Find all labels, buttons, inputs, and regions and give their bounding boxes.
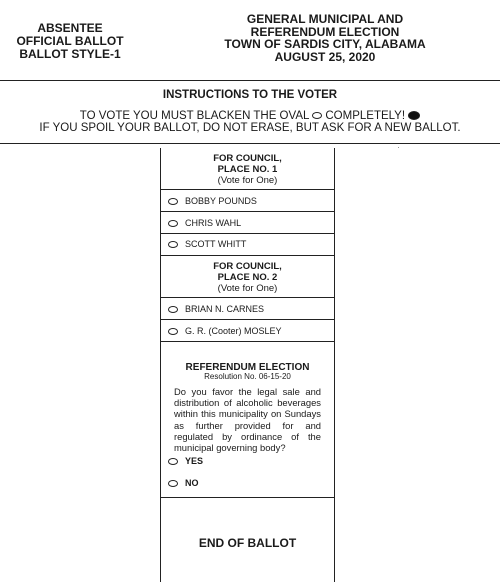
end-of-ballot: END OF BALLOT (198, 536, 297, 550)
contest-1-title-line-1: FOR COUNCIL, (213, 153, 282, 164)
referendum-question: Do you favor the legal sale and distribution of alcoholic beverages within this municipality on Sundays as further provided for and regulated by ordinance of the municipal governing body? (174, 386, 321, 454)
divider (161, 255, 334, 256)
ballot-column (160, 148, 335, 582)
contest-1-header (161, 153, 334, 186)
election-title-line-1: GENERAL MUNICIPAL AND (246, 12, 404, 26)
vote-oval-icon[interactable] (168, 306, 178, 313)
referendum-option-yes[interactable] (168, 455, 203, 467)
election-title-line-3: TOWN OF SARDIS CITY, ALABAMA (224, 37, 426, 51)
referendum-option-no[interactable] (168, 477, 199, 489)
instructions-line-1 (0, 110, 500, 122)
divider (161, 319, 334, 320)
contest-1-vote-for: (Vote for One) (217, 175, 278, 186)
divider (161, 341, 334, 342)
contest-1-title-line-2: PLACE NO. 1 (217, 164, 278, 175)
divider (161, 297, 334, 298)
header-left-line-1: ABSENTEE (37, 21, 103, 35)
candidate-name: CHRIS WAHL (185, 218, 242, 228)
vote-oval-icon[interactable] (168, 220, 178, 227)
vote-oval-icon[interactable] (168, 328, 178, 335)
header-left-line-3: BALLOT STYLE-1 (19, 47, 121, 61)
instructions-divider (0, 143, 500, 144)
divider (161, 211, 334, 212)
instructions-line-1-text-b: COMPLETELY! (325, 110, 406, 122)
empty-oval-icon (312, 112, 322, 119)
contest-2-header (161, 261, 334, 294)
vote-oval-icon[interactable] (168, 458, 178, 465)
candidate-name: G. R. (Cooter) MOSLEY (185, 326, 282, 336)
candidate-name: SCOTT WHITT (185, 239, 247, 249)
vote-oval-icon[interactable] (168, 480, 178, 487)
election-title-header (205, 13, 445, 63)
divider (161, 233, 334, 234)
candidate-gr-mosley[interactable] (168, 325, 282, 337)
candidate-bobby-pounds[interactable] (168, 195, 257, 207)
referendum-title: REFERENDUM ELECTION (185, 362, 310, 373)
ballot-type-header (0, 22, 140, 61)
election-title-line-2: REFERENDUM ELECTION (250, 24, 400, 39)
option-label: YES (185, 456, 204, 466)
stray-mark (398, 147, 399, 148)
vote-oval-icon[interactable] (168, 241, 178, 248)
header-left-line-2: OFFICIAL BALLOT (16, 34, 124, 48)
divider (161, 497, 334, 498)
instructions-title: INSTRUCTIONS TO THE VOTER (162, 89, 338, 101)
instructions-line-1-text-a: TO VOTE YOU MUST BLACKEN THE OVAL (79, 110, 309, 122)
candidate-scott-whitt[interactable] (168, 238, 246, 250)
candidate-name: BRIAN N. CARNES (185, 304, 265, 314)
candidate-chris-wahl[interactable] (168, 217, 241, 229)
candidate-brian-carnes[interactable] (168, 303, 264, 315)
option-label: NO (185, 478, 199, 488)
candidate-name: BOBBY POUNDS (185, 196, 257, 206)
referendum-resolution: Resolution No. 06-15-20 (204, 372, 291, 381)
election-date: AUGUST 25, 2020 (274, 49, 376, 64)
contest-2-title-line-2: PLACE NO. 2 (217, 272, 278, 283)
instructions-line-2: IF YOU SPOIL YOUR BALLOT, DO NOT ERASE, BUT ASK FOR A NEW BALLOT. (39, 122, 461, 134)
vote-oval-icon[interactable] (168, 198, 178, 205)
filled-oval-icon (408, 111, 420, 120)
contest-2-vote-for: (Vote for One) (217, 283, 278, 294)
divider (161, 189, 334, 190)
header-divider (0, 80, 500, 81)
contest-2-title-line-1: FOR COUNCIL, (213, 261, 282, 272)
